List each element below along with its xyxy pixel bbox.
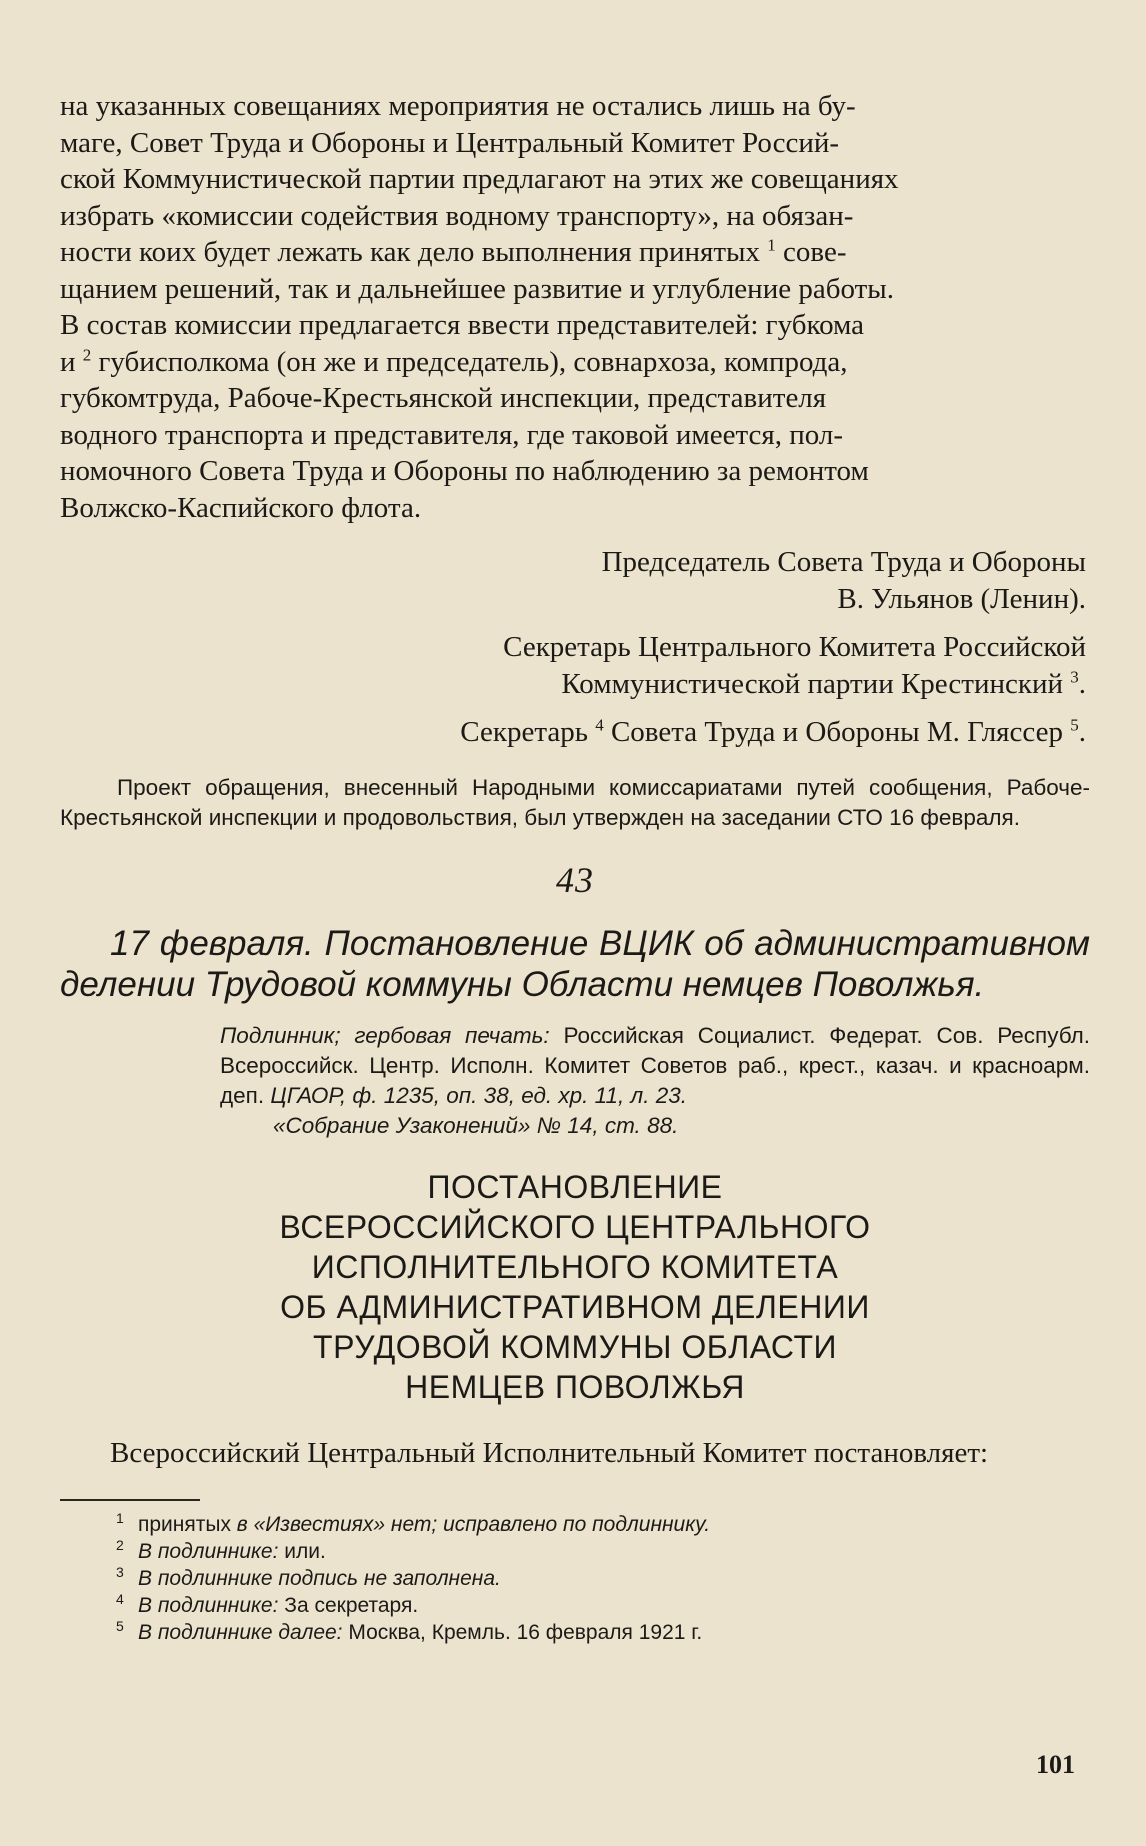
- secretary-sto: Секретарь $^4$ Совета Труда и Обороны М. Гляссер $^5$.: [460, 715, 1086, 748]
- footnote: 1 принятых в «Известиях» нет; исправлено по подлиннику.: [116, 1510, 711, 1536]
- footnote-mark: 3: [1070, 666, 1079, 686]
- footnote: 5 В подлиннике далее: Москва, Кремль. 16 февраля 1921 г.: [116, 1618, 703, 1644]
- editorial-note: Проект обращения, внесенный Народными комиссариатами путей сообщения, Рабоче-Крестьянской инспекции и продовольствия, был утвержден на заседании СТО 16 февраля.: [60, 774, 1090, 830]
- text-line: Волжско-Каспийского флота.: [60, 491, 422, 524]
- footnote-mark: 1: [767, 235, 776, 255]
- document-number: 43: [556, 859, 594, 900]
- text-line: номочного Совета Труда и Обороны по наблюдению за ремонтом: [60, 455, 869, 487]
- signatures: [60, 544, 1090, 751]
- chair-title: Председатель Совета Труда и Обороны: [601, 546, 1086, 578]
- footnote-divider: [60, 1499, 200, 1501]
- footnote: 4 В подлиннике: За секретаря.: [116, 1591, 419, 1617]
- act-body: [60, 1435, 1090, 1472]
- secretary-cc-line2: Коммунистической партии Крестинский $^3$.: [561, 666, 1086, 700]
- text-line: ской Коммунистической партии предлагают на этих же совещаниях: [60, 163, 899, 195]
- text-line: губкомтруда, Рабоче-Крестьянской инспекции, представителя: [60, 382, 827, 414]
- act-title-line: ВСЕРОССИЙСКОГО ЦЕНТРАЛЬНОГО: [279, 1208, 871, 1245]
- footnote-mark: 4: [595, 715, 604, 735]
- page-content: [60, 88, 1090, 1646]
- act-title-line: ИСПОЛНИТЕЛЬНОГО КОМИТЕТА: [311, 1248, 839, 1285]
- text-line: ности коих будет лежать как дело выполнения принятых $^1$ сове-: [60, 235, 847, 268]
- secretary-cc-line1: Секретарь Центрального Комитета Российской: [503, 631, 1086, 663]
- page-number: 101: [1036, 1750, 1075, 1779]
- act-body-text: Всероссийский Центральный Исполнительный Комитет постановляет:: [110, 1436, 989, 1469]
- continuation-paragraph: [60, 88, 1090, 526]
- text-line: маге, Совет Труда и Обороны и Центральный Комитет Россий-: [60, 126, 840, 159]
- text-line: водного транспорта и представителя, где таковой имеется, пол-: [60, 418, 844, 451]
- chair-name: В. Ульянов (Ленин).: [837, 582, 1086, 615]
- text-line: щанием решений, так и дальнейшее развитие и углубление работы.: [60, 272, 894, 305]
- footnote-mark: 2: [82, 344, 92, 364]
- act-title-line: НЕМЦЕВ ПОВОЛЖЬЯ: [405, 1368, 745, 1405]
- source-reference: [60, 1021, 1090, 1141]
- document-heading: 17 февраля. Постановление ВЦИК об административном делении Трудовой коммуны Области немцев Поволжья.: [60, 923, 1090, 1004]
- source-archive: Подлинник; гербовая печать: Российская Социалист. Федерат. Сов. Республ. Всероссийск. Центр. Исполн. Комитет Советов раб., крест., казач. и красноарм. деп. ЦГАОР, ф. 1235, оп. 38, ед. хр. 11, л. 23.: [220, 1022, 1090, 1108]
- footnote: 2 В подлиннике: или.: [116, 1537, 326, 1563]
- text-line: на указанных совещаниях мероприятия не остались лишь на бу-: [60, 90, 856, 122]
- text-line: избрать «комиссии содействия водному транспорту», на обязан-: [60, 199, 854, 232]
- text-line: и $^2$ губисполкома (он же и председатель), совнархоза, компрода,: [60, 344, 848, 378]
- source-publication: «Собрание Узаконений» № 14, ст. 88.: [273, 1112, 679, 1138]
- act-title-line: ОБ АДМИНИСТРАТИВНОМ ДЕЛЕНИИ: [280, 1288, 870, 1325]
- act-title-line: ТРУДОВОЙ КОММУНЫ ОБЛАСТИ: [313, 1328, 837, 1365]
- text-line: В состав комиссии предлагается ввести представителей: губкома: [60, 309, 865, 341]
- act-title: [60, 1167, 1090, 1407]
- footnotes: [60, 1511, 1090, 1646]
- act-title-line: ПОСТАНОВЛЕНИЕ: [427, 1168, 723, 1205]
- footnote: 3 В подлиннике подпись не заполнена.: [116, 1564, 501, 1590]
- footnote-mark: 5: [1070, 715, 1079, 735]
